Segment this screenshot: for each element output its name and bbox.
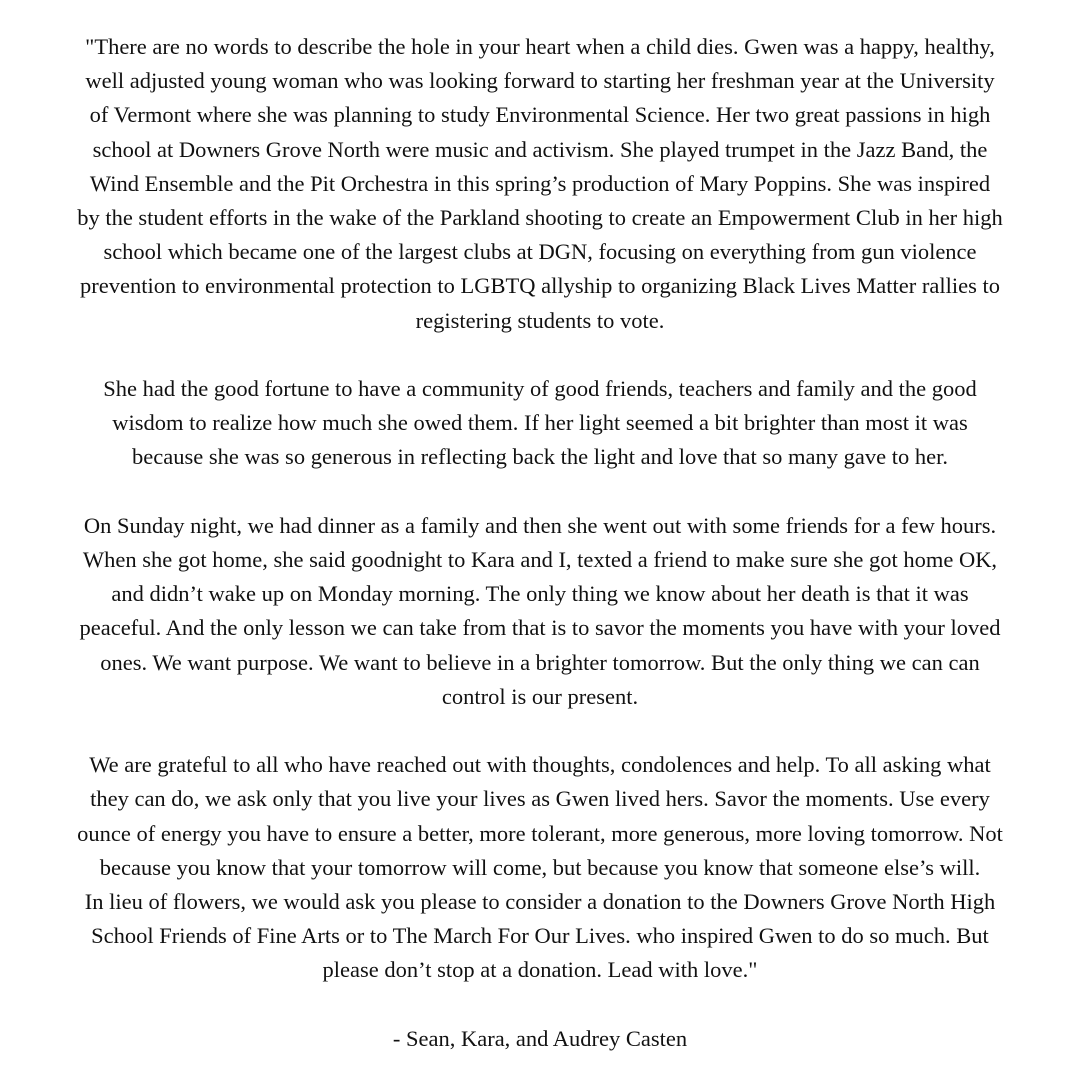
text-line: ounce of energy you have to ensure a better, more tolerant, more generous, more loving tomorrow. Not	[77, 820, 1003, 846]
text-line: of Vermont where she was planning to study Environmental Science. Her two great passions in high	[89, 102, 991, 128]
text-line: because she was so generous in reflecting back the light and love that so many gave to her.	[132, 444, 948, 470]
text-line: School Friends of Fine Arts or to The March For Our Lives. who inspired Gwen to do so much. But	[91, 923, 989, 949]
text-line: She had the good fortune to have a community of good friends, teachers and family and the good	[103, 376, 977, 402]
paragraph-2	[30, 372, 1050, 475]
text-line: Wind Ensemble and the Pit Orchestra in this spring’s production of Mary Poppins. She was inspired	[89, 170, 991, 196]
paragraph-1	[30, 30, 1050, 338]
text-line: On Sunday night, we had dinner as a family and then she went out with some friends for a few hours.	[83, 512, 997, 538]
paragraph-4	[30, 748, 1050, 987]
text-line: by the student efforts in the wake of the Parkland shooting to create an Empowerment Club in her high	[77, 205, 1003, 231]
text-line: wisdom to realize how much she owed them. If her light seemed a bit brighter than most it was	[112, 410, 968, 436]
text-line: prevention to environmental protection to LGBTQ allyship to organizing Black Lives Matter rallies to	[80, 273, 1000, 299]
text-line: In lieu of flowers, we would ask you please to consider a donation to the Downers Grove North High	[84, 889, 996, 915]
paragraph-spacer	[30, 714, 1050, 748]
text-line: registering students to vote.	[415, 307, 665, 333]
text-line: school which became one of the largest clubs at DGN, focusing on everything from gun violence	[103, 239, 977, 265]
paragraph-3	[30, 509, 1050, 714]
text-line: because you know that your tomorrow will come, but because you know that someone else’s will.	[99, 854, 981, 880]
text-line: When she got home, she said goodnight to Kara and I, texted a friend to make sure she got home OK,	[82, 547, 998, 573]
text-line: control is our present.	[441, 683, 639, 709]
text-line: "There are no words to describe the hole in your heart when a child dies. Gwen was a happy, healthy,	[85, 34, 995, 59]
text-line: and didn’t wake up on Monday morning. The only thing we know about her death is that it was	[111, 581, 969, 607]
paragraph-spacer	[30, 475, 1050, 509]
text-line: We are grateful to all who have reached out with thoughts, condolences and help. To all asking what	[89, 752, 991, 778]
paragraph-spacer	[30, 338, 1050, 372]
text-line: well adjusted young woman who was looking forward to starting her freshman year at the University	[85, 68, 995, 94]
text-line: ones. We want purpose. We want to believe in a brighter tomorrow. But the only thing we can can	[100, 649, 980, 675]
obituary-statement	[30, 30, 1050, 1056]
text-line: please don’t stop at a donation. Lead with love."	[322, 957, 758, 983]
text-line: they can do, we ask only that you live your lives as Gwen lived hers. Savor the moments. Use every	[90, 786, 990, 812]
text-line: peaceful. And the only lesson we can take from that is to savor the moments you have with your loved	[79, 615, 1001, 641]
paragraph-spacer	[30, 988, 1050, 1022]
signature: - Sean, Kara, and Audrey Casten	[392, 1025, 688, 1051]
text-line: school at Downers Grove North were music and activism. She played trumpet in the Jazz Band, the	[92, 136, 988, 162]
